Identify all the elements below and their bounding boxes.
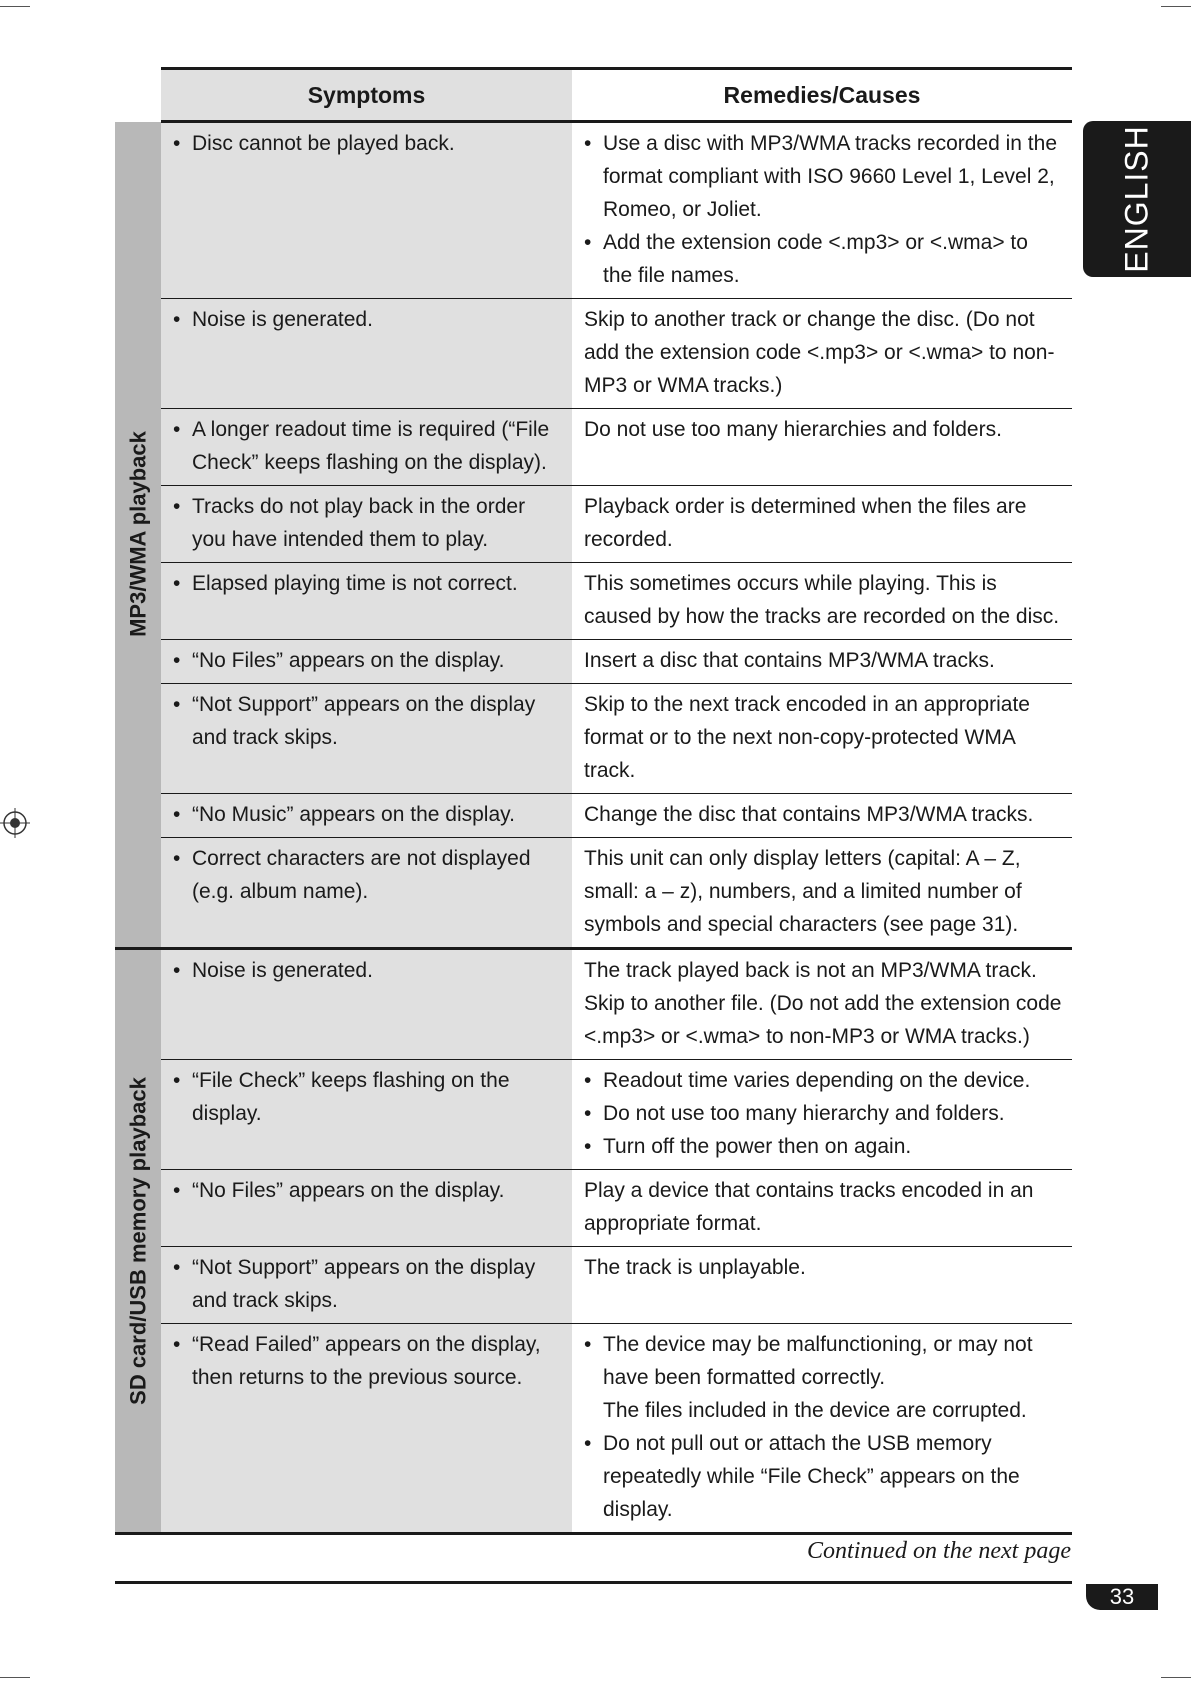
symptom-text: • A longer readout time is required (“File Check” keeps flashing on the display). bbox=[173, 413, 562, 479]
remedy-bullet: • Turn off the power then on again. bbox=[584, 1130, 1062, 1163]
remedy-bullet: • Readout time varies depending on the device. bbox=[584, 1064, 1062, 1097]
table-row bbox=[115, 563, 1072, 640]
symptom-text: • “Not Support” appears on the display and track skips. bbox=[173, 688, 562, 754]
language-tab bbox=[1083, 121, 1191, 277]
remedy-bullet: • Do not use too many hierarchy and folders. bbox=[584, 1097, 1062, 1130]
group-cell-sd-usb bbox=[115, 949, 161, 1534]
remedy-text: Skip to the next track encoded in an appropriate format or to the next non-copy-protected WMA track. bbox=[572, 684, 1072, 794]
footer-rule bbox=[115, 1581, 1072, 1584]
table-row bbox=[115, 1170, 1072, 1247]
remedy-cell bbox=[572, 1060, 1072, 1170]
symptom-text: • Elapsed playing time is not correct. bbox=[173, 567, 562, 600]
symptom-cell bbox=[161, 794, 572, 838]
symptom-cell bbox=[161, 684, 572, 794]
remedy-text: The track is unplayable. bbox=[572, 1247, 1072, 1324]
registration-mark-icon bbox=[0, 808, 30, 838]
header-symptoms: Symptoms bbox=[161, 69, 572, 122]
symptom-cell bbox=[161, 640, 572, 684]
symptom-text: • “No Files” appears on the display. bbox=[173, 644, 562, 677]
symptom-text: • Tracks do not play back in the order you have intended them to play. bbox=[173, 490, 562, 556]
page-number: 33 bbox=[1086, 1584, 1158, 1610]
symptom-cell bbox=[161, 409, 572, 486]
symptom-text: • “Read Failed” appears on the display, then returns to the previous source. bbox=[173, 1328, 562, 1394]
symptom-cell bbox=[161, 563, 572, 640]
remedy-bullet-text: The device may be malfunctioning, or may not have been formatted correctly. bbox=[603, 1333, 1033, 1389]
symptom-cell bbox=[161, 1324, 572, 1534]
remedy-cell bbox=[572, 1324, 1072, 1534]
symptom-cell bbox=[161, 838, 572, 949]
remedy-text: This sometimes occurs while playing. This is caused by how the tracks are recorded on the disc. bbox=[572, 563, 1072, 640]
table-row bbox=[115, 1247, 1072, 1324]
table-row bbox=[115, 299, 1072, 409]
table-row bbox=[115, 486, 1072, 563]
symptom-text: • Disc cannot be played back. bbox=[173, 127, 562, 160]
symptom-text: • Noise is generated. bbox=[173, 954, 562, 987]
continued-note: Continued on the next page bbox=[807, 1538, 1071, 1564]
crop-mark bbox=[1161, 6, 1191, 7]
symptom-cell bbox=[161, 122, 572, 299]
symptom-cell bbox=[161, 486, 572, 563]
remedy-text: Change the disc that contains MP3/WMA tracks. bbox=[572, 794, 1072, 838]
symptom-text: • Correct characters are not displayed (e.g. album name). bbox=[173, 842, 562, 908]
crop-mark bbox=[1161, 1677, 1191, 1678]
symptom-cell bbox=[161, 949, 572, 1060]
table-row bbox=[115, 1324, 1072, 1534]
group-label: MP3/WMA playback bbox=[125, 431, 151, 638]
remedy-cell bbox=[572, 122, 1072, 299]
remedy-text: Skip to another track or change the disc. (Do not add the extension code <.mp3> or <.wma> to non-MP3 or WMA tracks.) bbox=[572, 299, 1072, 409]
symptom-text: • “File Check” keeps flashing on the display. bbox=[173, 1064, 562, 1130]
remedy-bullet bbox=[584, 1328, 1062, 1427]
header-blank-cell bbox=[115, 69, 161, 122]
header-remedies: Remedies/Causes bbox=[572, 69, 1072, 122]
symptom-cell bbox=[161, 1247, 572, 1324]
table-row bbox=[115, 409, 1072, 486]
remedy-text: Insert a disc that contains MP3/WMA tracks. bbox=[572, 640, 1072, 684]
table-row bbox=[115, 122, 1072, 299]
table-header-row bbox=[115, 69, 1072, 122]
remedy-text: Play a device that contains tracks encoded in an appropriate format. bbox=[572, 1170, 1072, 1247]
symptom-cell bbox=[161, 1170, 572, 1247]
symptom-text: • Noise is generated. bbox=[173, 303, 562, 336]
table-row bbox=[115, 838, 1072, 949]
symptom-cell bbox=[161, 299, 572, 409]
symptom-text: • “Not Support” appears on the display and track skips. bbox=[173, 1251, 562, 1317]
remedy-bullet-continuation: The files included in the device are corrupted. bbox=[603, 1399, 1027, 1422]
table-row bbox=[115, 949, 1072, 1060]
group-label: SD card/USB memory playback bbox=[125, 1077, 151, 1405]
remedy-text: Do not use too many hierarchies and folders. bbox=[572, 409, 1072, 486]
crop-mark bbox=[0, 1677, 30, 1678]
symptom-text: • “No Files” appears on the display. bbox=[173, 1174, 562, 1207]
symptom-cell bbox=[161, 1060, 572, 1170]
table-row bbox=[115, 684, 1072, 794]
remedy-text: Playback order is determined when the files are recorded. bbox=[572, 486, 1072, 563]
crop-mark bbox=[0, 6, 30, 7]
remedy-bullet: • Do not pull out or attach the USB memory repeatedly while “File Check” appears on the display. bbox=[584, 1427, 1062, 1526]
table-row bbox=[115, 1060, 1072, 1170]
language-tab-label: ENGLISH bbox=[1118, 125, 1155, 273]
table-row bbox=[115, 640, 1072, 684]
group-cell-mp3-wma bbox=[115, 122, 161, 949]
troubleshooting-table bbox=[115, 67, 1072, 1535]
remedy-bullet: • Use a disc with MP3/WMA tracks recorded in the format compliant with ISO 9660 Level 1, Level 2, Romeo, or Joliet. bbox=[584, 127, 1062, 226]
remedy-text: The track played back is not an MP3/WMA track. Skip to another file. (Do not add the extension code <.mp3> or <.wma> to non-MP3 or WMA tracks.) bbox=[572, 949, 1072, 1060]
symptom-text: • “No Music” appears on the display. bbox=[173, 798, 562, 831]
remedy-text: This unit can only display letters (capital: A – Z, small: a – z), numbers, and a limited number of symbols and special characters (see page 31). bbox=[572, 838, 1072, 949]
table-row bbox=[115, 794, 1072, 838]
remedy-bullet: • Add the extension code <.mp3> or <.wma> to the file names. bbox=[584, 226, 1062, 292]
